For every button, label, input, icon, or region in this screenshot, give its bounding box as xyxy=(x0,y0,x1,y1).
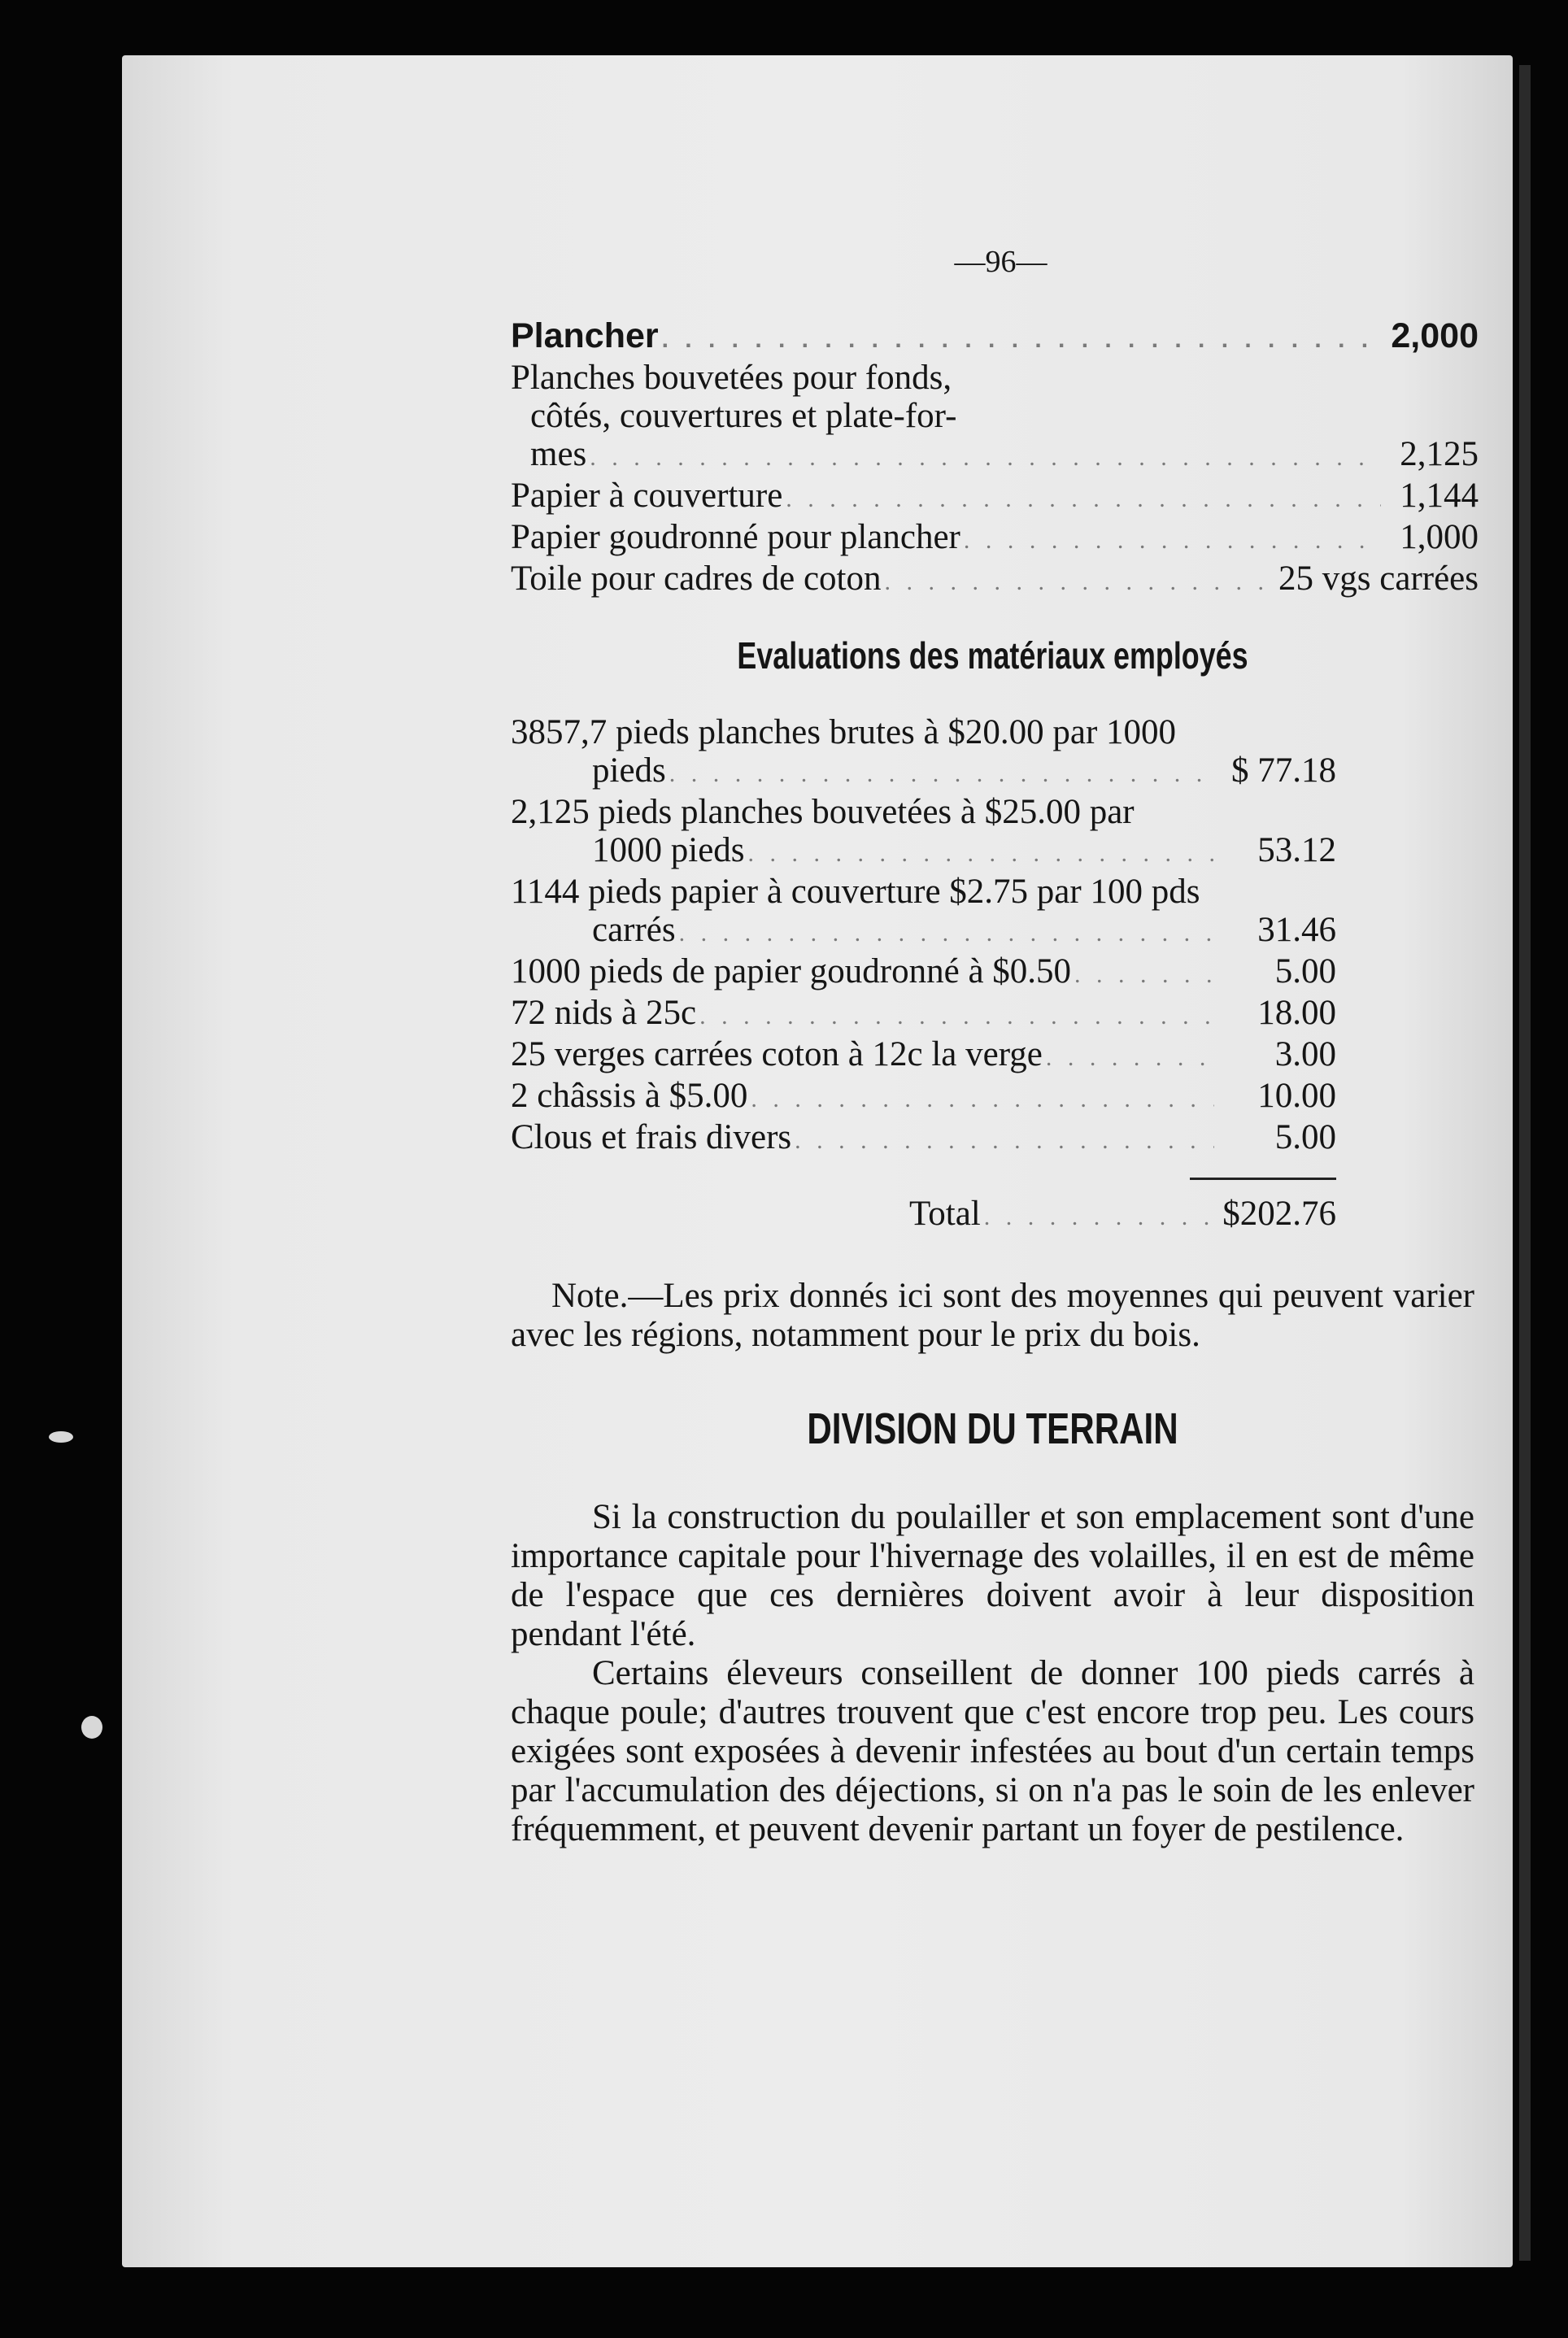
page-content xyxy=(511,244,1479,1849)
dot-leader xyxy=(747,1080,1214,1118)
item-label: 1000 pieds de papier goudronné à $0.50 xyxy=(511,952,1072,990)
list-item-line: 1144 pieds papier à couverture $2.75 par 100 pds xyxy=(511,873,1200,911)
item-label: 25 verges carrées coton à 12c la verge xyxy=(511,1035,1043,1073)
dot-leader xyxy=(745,834,1214,873)
list-item xyxy=(511,397,1479,435)
item-label: 2 châssis à $5.00 xyxy=(511,1077,748,1115)
body-text xyxy=(511,1498,1474,1849)
item-label: Toile pour cadres de coton xyxy=(511,559,882,598)
list-item xyxy=(511,1118,1336,1160)
item-value: 1,000 xyxy=(1400,518,1479,556)
dot-leader xyxy=(1071,956,1214,994)
dot-leader xyxy=(791,1121,1214,1160)
total-label: Total xyxy=(909,1195,981,1233)
scan-speck xyxy=(49,1431,73,1443)
item-label: carrés xyxy=(592,911,676,949)
item-value: 2,000 xyxy=(1391,316,1479,355)
list-item xyxy=(511,952,1336,994)
list-item xyxy=(511,435,1479,477)
item-value: 25 vgs carrées xyxy=(1278,559,1479,598)
dot-leader xyxy=(586,438,1381,477)
dot-leader xyxy=(882,563,1279,601)
item-label: Papier à couverture xyxy=(511,477,783,515)
item-label: pieds xyxy=(592,751,666,790)
dot-leader xyxy=(1043,1038,1214,1077)
section-heading-division: DIVISION DU TERRAIN xyxy=(807,1404,1178,1453)
item-value: 3.00 xyxy=(1274,1035,1336,1073)
dot-leader xyxy=(960,521,1381,559)
item-label: côtés, couvertures et plate-for- xyxy=(530,397,957,435)
item-value: $ 77.18 xyxy=(1231,751,1336,790)
dot-leader xyxy=(696,997,1214,1035)
note-paragraph: Note.—Les prix donnés ici sont des moyennes qui peuvent varier avec les régions, notamment pour le prix du bois. xyxy=(511,1277,1474,1354)
materials-list xyxy=(511,317,1479,601)
list-item xyxy=(511,359,1479,397)
list-item xyxy=(511,518,1479,559)
item-value: 5.00 xyxy=(1274,1118,1336,1156)
page-edge-shadow xyxy=(1519,65,1531,2261)
dot-leader xyxy=(676,914,1214,952)
list-item xyxy=(511,559,1479,601)
paragraph: Certains éleveurs conseillent de donner 100 pieds carrés à chaque poule; d'autres trouvent que c'est encore trop peu. Les cours exigées sont exposées à devenir infestées au bout d'un certain temps par l'accumulation des déjections, si on n'a pas le soin de les enlever fréquemment, et peuvent devenir partant un foyer de pestilence. xyxy=(511,1654,1474,1848)
list-item xyxy=(511,317,1479,359)
item-label: Plancher xyxy=(511,316,659,355)
total-value: $202.76 xyxy=(1222,1195,1336,1233)
item-value: 53.12 xyxy=(1257,831,1336,869)
scan-speck xyxy=(81,1716,102,1739)
item-value: 10.00 xyxy=(1257,1077,1336,1115)
total-row xyxy=(511,1195,1336,1236)
dot-leader xyxy=(666,755,1214,793)
paragraph: Si la construction du poulailler et son emplacement sont d'une importance capitale pour l'hivernage des volailles, il en est de même de l'espace que ces dernières doivent avoir à leur disposition pendant l'été. xyxy=(511,1498,1474,1653)
item-value: 5.00 xyxy=(1274,952,1336,990)
page-number: —96— xyxy=(954,245,1048,279)
item-value: 2,125 xyxy=(1400,435,1479,473)
list-item xyxy=(511,994,1336,1035)
dot-leader xyxy=(782,480,1381,518)
item-label: Clous et frais divers xyxy=(511,1118,792,1156)
item-label: 1000 pieds xyxy=(592,831,745,869)
item-label: 72 nids à 25c xyxy=(511,994,697,1032)
list-item xyxy=(511,751,1336,793)
item-label: Planches bouvetées pour fonds, xyxy=(511,359,952,397)
section-heading-evaluation: Evaluations des matériaux employés xyxy=(737,634,1248,677)
dot-leader xyxy=(981,1198,1214,1236)
item-label: mes xyxy=(530,435,587,473)
item-value: 18.00 xyxy=(1257,994,1336,1032)
evaluation-list xyxy=(511,713,1336,1236)
item-value: 1,144 xyxy=(1400,477,1479,515)
list-item xyxy=(511,911,1336,952)
list-item xyxy=(511,1077,1336,1118)
list-item-line: 2,125 pieds planches bouvetées à $25.00 par xyxy=(511,793,1135,831)
list-item xyxy=(511,1035,1336,1077)
item-value: 31.46 xyxy=(1257,911,1336,949)
list-item-line: 3857,7 pieds planches brutes à $20.00 par 1000 xyxy=(511,713,1177,751)
total-rule xyxy=(1190,1178,1336,1180)
list-item xyxy=(511,477,1479,518)
dot-leader xyxy=(659,320,1381,359)
item-label: Papier goudronné pour plancher xyxy=(511,518,960,556)
list-item xyxy=(511,831,1336,873)
